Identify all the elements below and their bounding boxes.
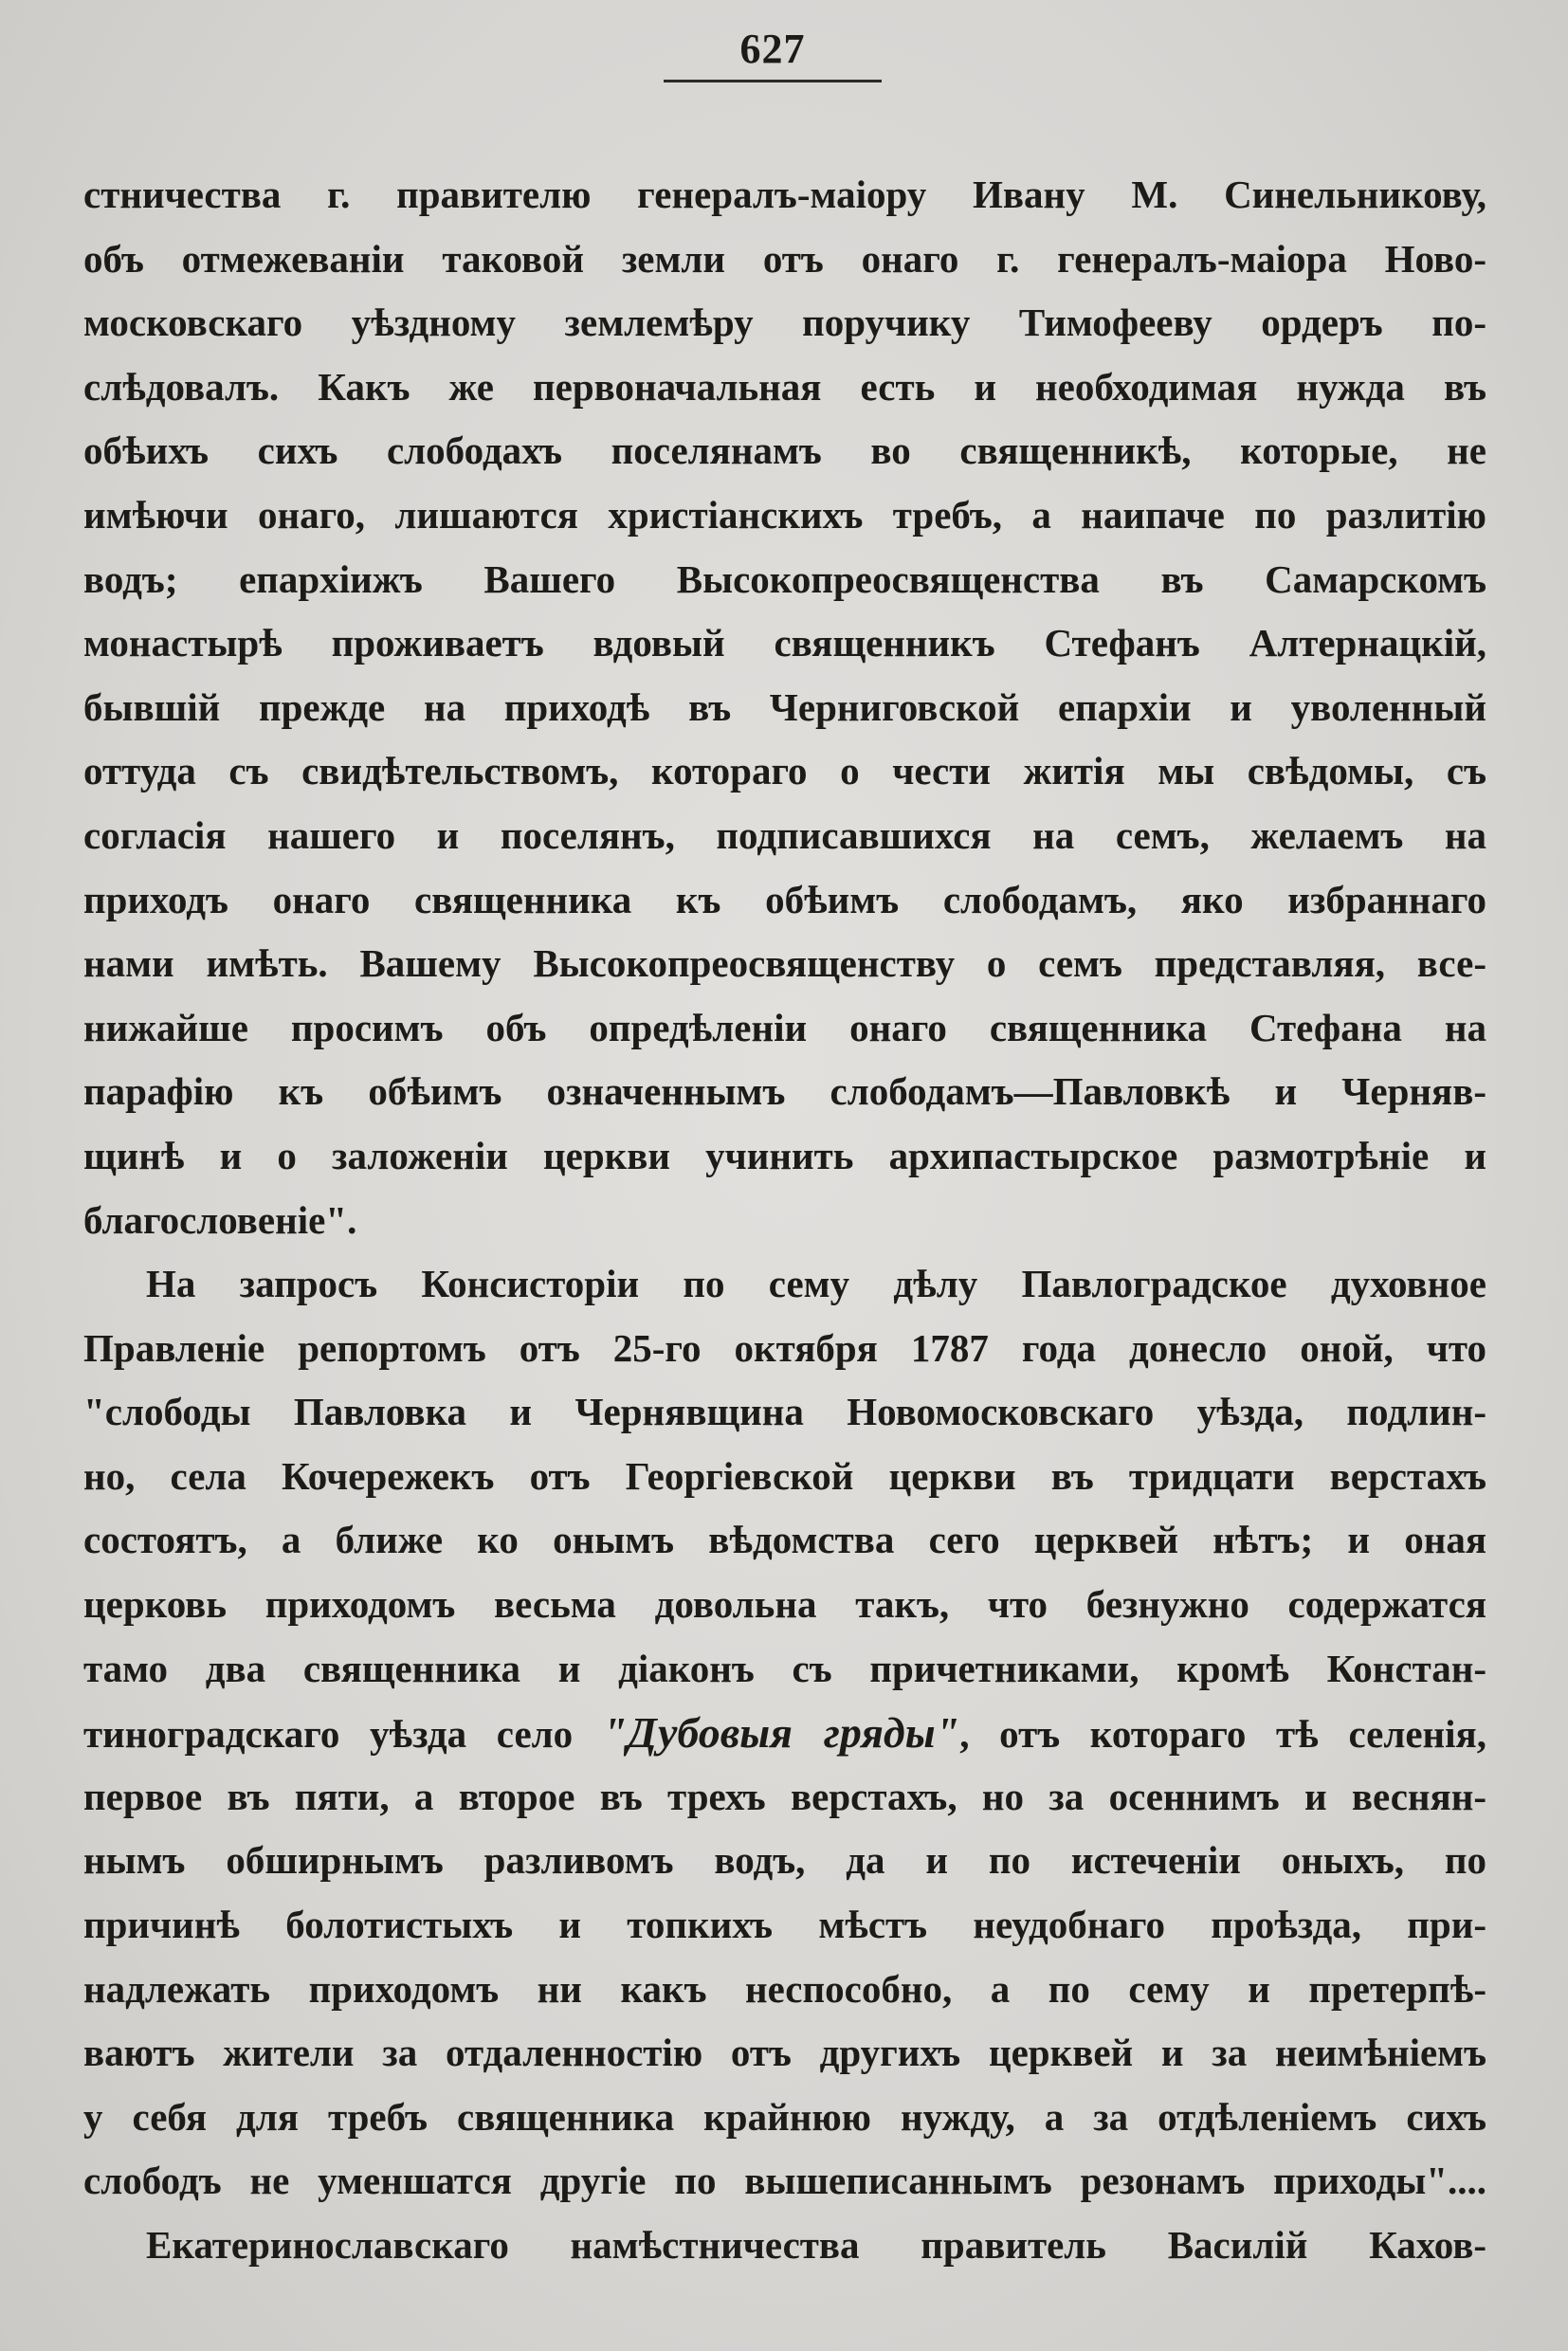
text-line: согласія нашего и поселянъ, подписавшихся на семъ, желаемъ на bbox=[83, 812, 1486, 857]
text-line-with-emphasis bbox=[83, 1701, 1486, 1765]
text-line: церковь приходомъ весьма довольна такъ, что безнужно содержатся bbox=[83, 1582, 1486, 1627]
text-line: бывшій прежде на приходѣ въ Черниговской епархіи и уволенный bbox=[83, 684, 1486, 729]
paragraph-end-line: благословеніе". bbox=[83, 1197, 357, 1242]
text-line: щинѣ и о заложеніи церкви учинить архипастырское размотрѣніе и bbox=[83, 1133, 1486, 1177]
text-line: ваютъ жители за отдаленностію отъ другихъ церквей и за неимѣніемъ bbox=[83, 2031, 1486, 2075]
text-line: московскаго уѣздному землемѣру поручику Тимофееву ордеръ по- bbox=[83, 301, 1486, 345]
text-line: состоятъ, а ближе ко онымъ вѣдомства сего церквей нѣтъ; и оная bbox=[83, 1518, 1486, 1562]
text-line: но, села Кочережекъ отъ Георгіевской церкви въ тридцати верстахъ bbox=[83, 1453, 1486, 1498]
text-line: оттуда съ свидѣтельствомъ, котораго о чести житія мы свѣдомы, съ bbox=[83, 749, 1486, 793]
text-line: у себя для требъ священника крайнюю нужду, а за отдѣленіемъ сихъ bbox=[83, 2094, 1486, 2139]
text-line: слѣдовалъ. Какъ же первоначальная есть и необходимая нужда въ bbox=[83, 364, 1486, 409]
body-text bbox=[83, 163, 1486, 2278]
text-line: первое въ пяти, а второе въ трехъ верстахъ, но за осеннимъ и веснян- bbox=[83, 1774, 1486, 1818]
text-line: парафію къ обѣимъ означеннымъ слободамъ—Павловкѣ и Черняв- bbox=[83, 1069, 1486, 1114]
text-line: объ отмежеваніи таковой земли отъ онаго г. генералъ-маіора Ново- bbox=[83, 236, 1486, 281]
text-line: обѣихъ сихъ слободахъ поселянамъ во священникѣ, которые, не bbox=[83, 428, 1486, 473]
text-line: нами имѣть. Вашему Высокопреосвященству о семъ представляя, все- bbox=[83, 941, 1486, 986]
text-line: приходъ онаго священника къ обѣимъ слободамъ, яко избраннаго bbox=[83, 877, 1486, 921]
paragraph-start-line: На запросъ Консисторіи по сему дѣлу Павлоградское духовное bbox=[146, 1262, 1486, 1306]
page-number-rule bbox=[664, 80, 882, 82]
emphasized-village-name: "Дубовыя гряды" bbox=[602, 1708, 960, 1758]
text-line: стничества г. правителю генералъ-маіору Ивану М. Синельникову, bbox=[83, 173, 1486, 216]
text-line: нымъ обширнымъ разливомъ водъ, да и по истеченіи оныхъ, по bbox=[83, 1838, 1486, 1883]
paragraph-start-line: Екатеринославскаго намѣстничества правитель Василій Кахов- bbox=[146, 2223, 1486, 2267]
text-line: причинѣ болотистыхъ и топкихъ мѣстъ неудобнаго проѣзда, при- bbox=[83, 1903, 1486, 1947]
text-line: нижайше просимъ объ опредѣленіи онаго священника Стефана на bbox=[83, 1005, 1486, 1049]
line-text-before: тиноградскаго уѣзда село bbox=[83, 1712, 603, 1757]
text-line: тамо два священника и діаконъ съ причетниками, кромѣ Констан- bbox=[83, 1646, 1486, 1690]
text-line: "слободы Павловка и Чернявщина Новомосковскаго уѣзда, подлин- bbox=[83, 1390, 1486, 1434]
text-line: водъ; епархіижъ Вашего Высокопреосвященства въ Самарскомъ bbox=[83, 556, 1486, 601]
text-line: слободъ не уменшатся другіе по вышеписаннымъ резонамъ приходы".... bbox=[83, 2159, 1486, 2203]
text-line: надлежать приходомъ ни какъ неспособно, а по сему и претерпѣ- bbox=[83, 1966, 1486, 2011]
text-line: имѣючи онаго, лишаются христіанскихъ требъ, а наипаче по разлитію bbox=[83, 492, 1486, 537]
page-number: 627 bbox=[739, 26, 806, 72]
line-text-after: , отъ котораго тѣ селенія, bbox=[959, 1712, 1486, 1757]
text-line: монастырѣ проживаетъ вдовый священникъ Стефанъ Алтернацкій, bbox=[83, 621, 1486, 665]
text-line: Правленіе репортомъ отъ 25-го октября 1787 года донесло оной, что bbox=[83, 1325, 1486, 1370]
